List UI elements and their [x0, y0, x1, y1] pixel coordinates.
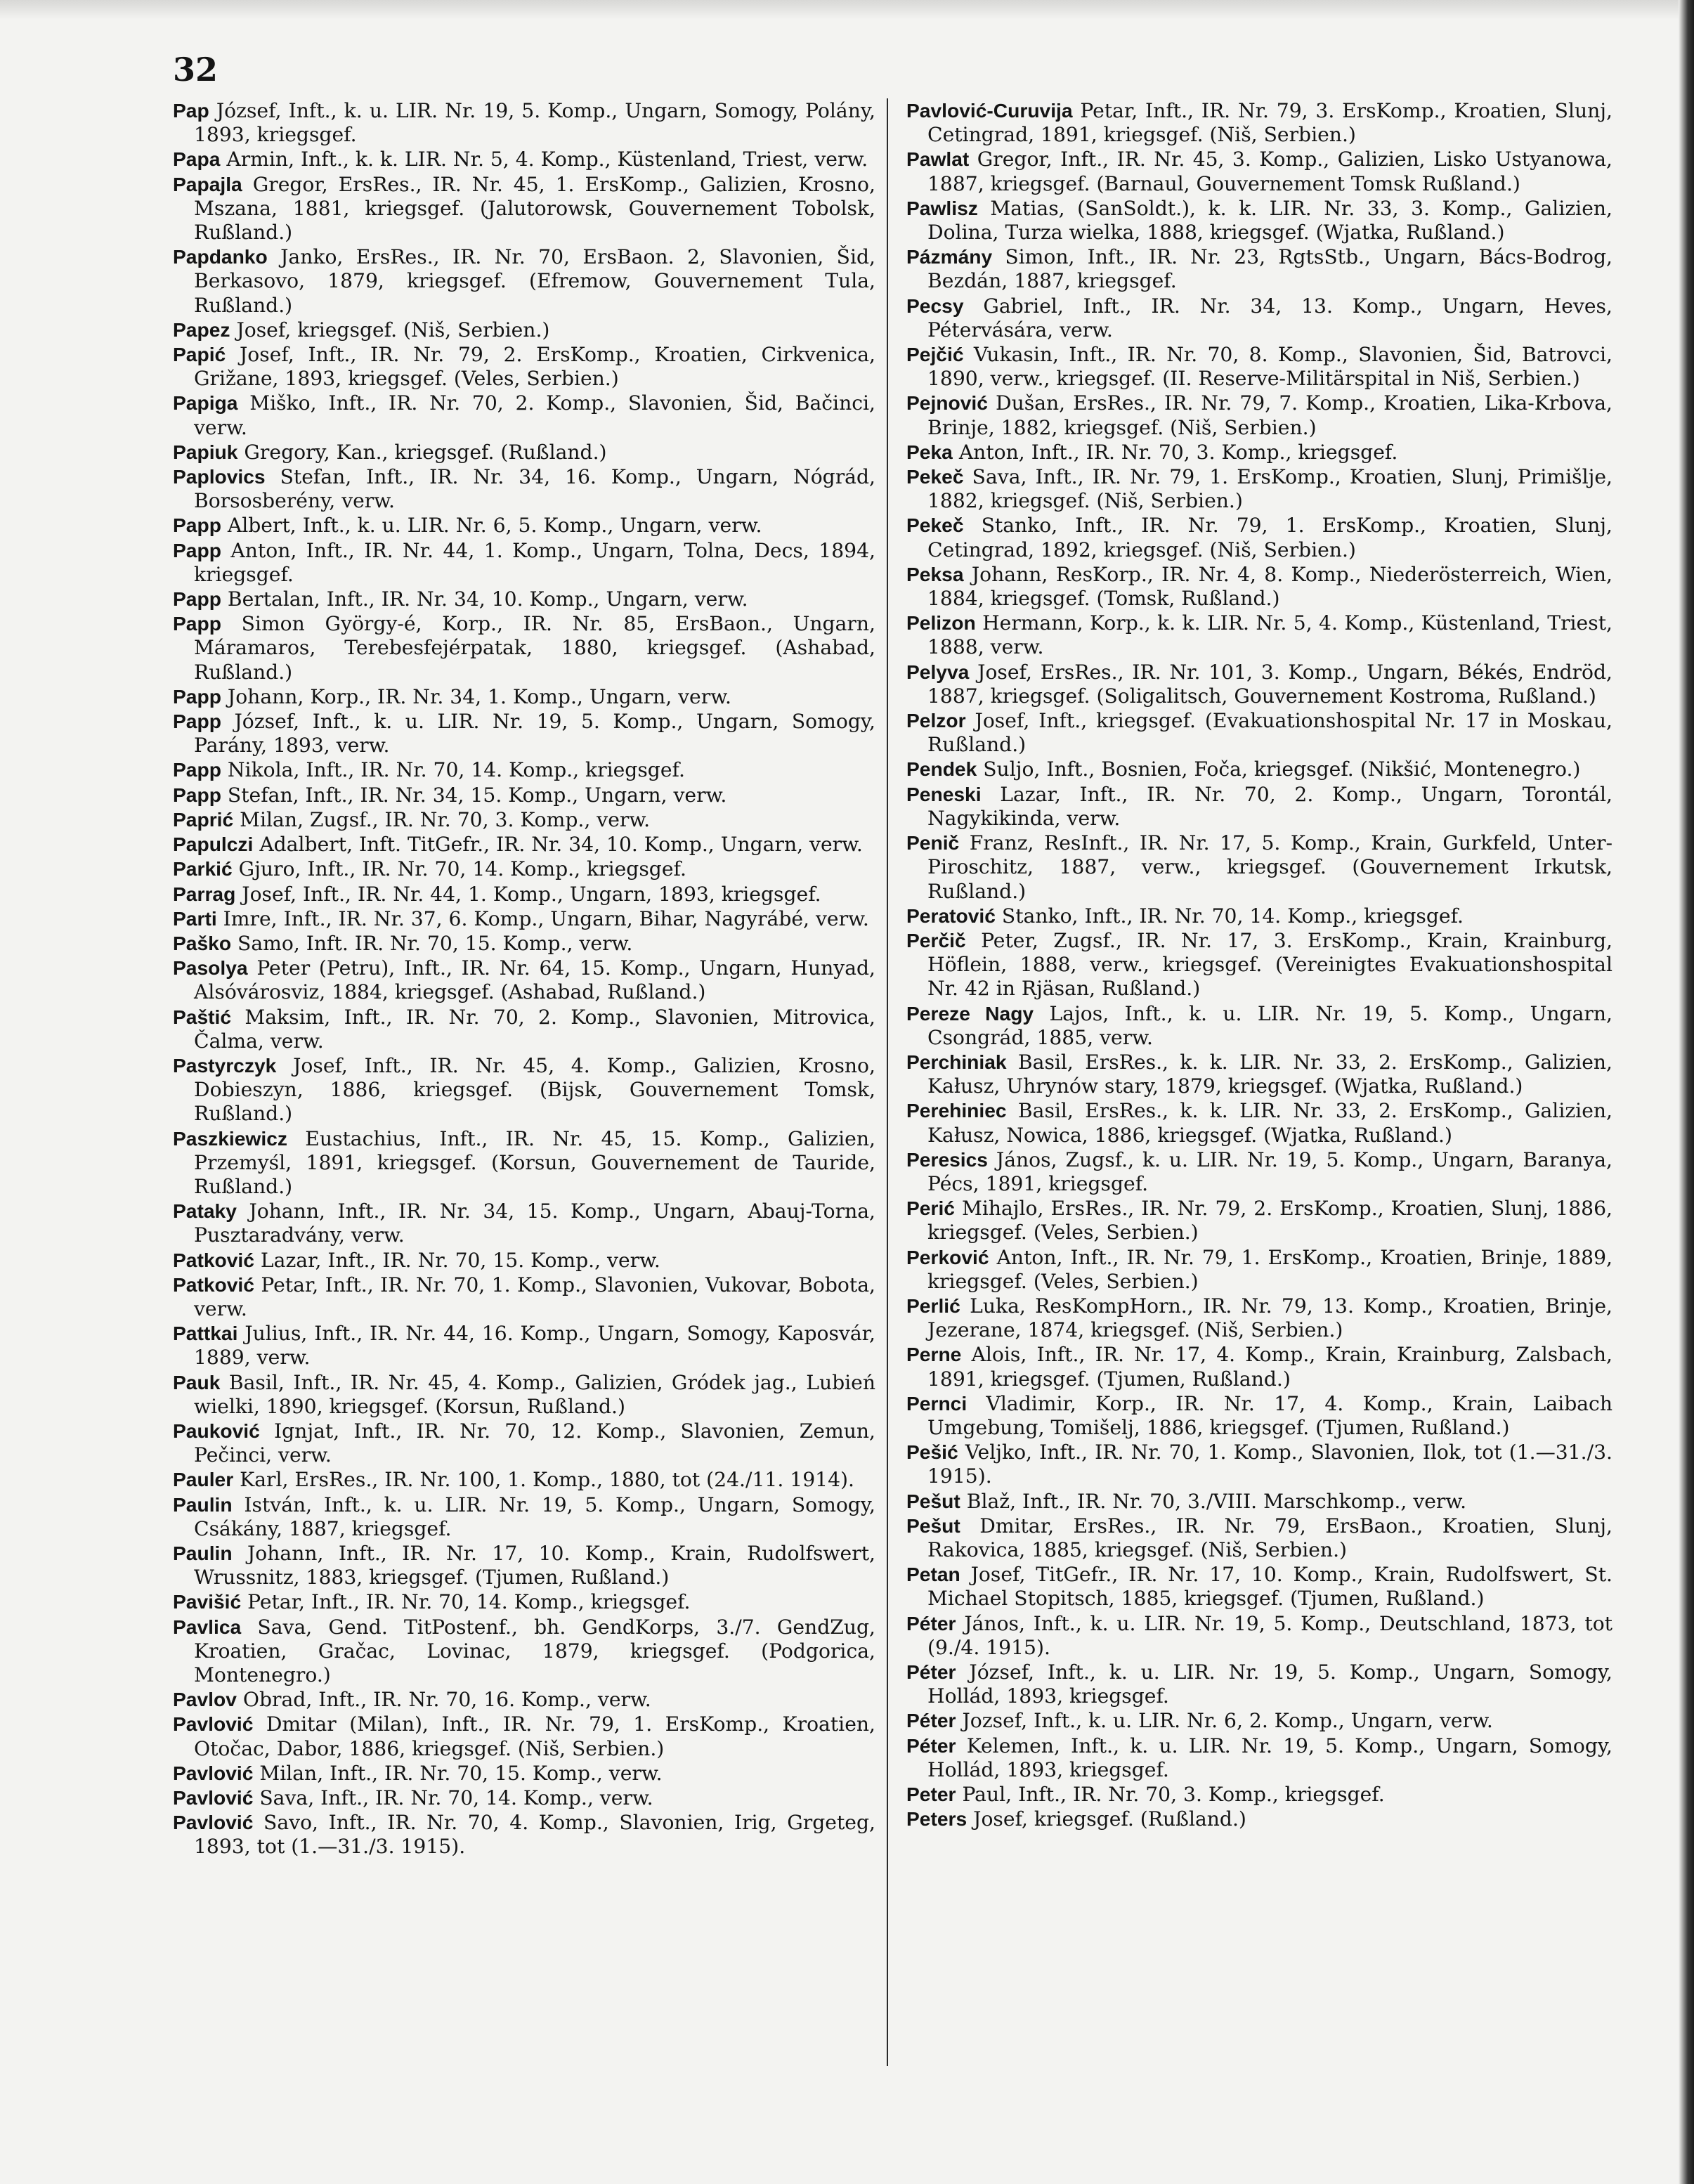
entry-details: Petar, Inft., IR. Nr. 70, 1. Komp., Slavonien, Vukovar, Bobota, verw. [194, 1273, 875, 1320]
entry-details: Petar, Inft., IR. Nr. 79, 3. ErsKomp., Kroatien, Slunj, Cetingrad, 1891, kriegsgef. (Niš, Serbien.) [927, 99, 1612, 147]
casualty-entry [173, 98, 875, 147]
casualty-entry [173, 882, 875, 906]
casualty-entry [906, 1391, 1612, 1440]
casualty-entry [173, 1370, 875, 1419]
entry-surname: Papp [173, 684, 221, 708]
casualty-entry [173, 587, 875, 611]
entry-details: Eustachius, Inft., IR. Nr. 45, 15. Komp., Galizien, Przemyśl, 1891, kriegsgef. (Korsun, Gouvernement de Tauride, Rußland.) [194, 1126, 875, 1198]
casualty-entry [906, 708, 1612, 757]
entry-surname: Péter [906, 1734, 956, 1757]
entry-details: Gregor, ErsRes., IR. Nr. 45, 1. ErsKomp., Galizien, Krosno, Mszana, 1881, kriegsgef. (Jalutorowsk, Gouvernement Tobolsk, Rußland.) [194, 172, 875, 245]
casualty-entry [906, 1611, 1612, 1660]
entry-surname: Papp [173, 514, 221, 537]
entry-details: József, Inft., k. u. LIR. Nr. 19, 5. Komp., Ungarn, Somogy, Parány, 1893, verw. [194, 710, 875, 758]
entry-surname: Pasolya [173, 956, 248, 980]
entry-details: Simon, Inft., IR. Nr. 23, RgtsStb., Ungarn, Bács-Bodrog, Bezdán, 1887, kriegsgef. [927, 245, 1612, 293]
casualty-entry [173, 684, 875, 709]
casualty-entry [906, 1440, 1612, 1488]
casualty-entry [906, 831, 1612, 904]
casualty-entry [173, 1126, 875, 1200]
entry-details: Veljko, Inft., IR. Nr. 70, 1. Komp., Slavonien, Ilok, tot (1.—31./3. 1915). [927, 1441, 1612, 1488]
casualty-entry [906, 513, 1612, 561]
entry-surname: Pekeč [906, 465, 964, 488]
casualty-entry [173, 1590, 875, 1614]
casualty-entry [906, 440, 1612, 464]
entry-details: Lazar, Inft., IR. Nr. 70, 2. Komp., Ungarn, Torontál, Nagykikinda, verw. [927, 782, 1612, 830]
entry-details: Matias, (SanSoldt.), k. k. LIR. Nr. 33, 3. Komp., Galizien, Dolina, Turza wielka, 1888, kriegsgef. (Wjatka, Rußland.) [927, 196, 1612, 245]
entry-details: Albert, Inft., k. u. LIR. Nr. 6, 5. Komp., Ungarn, verw. [227, 514, 762, 538]
casualty-entry [173, 172, 875, 245]
entry-details: Lajos, Inft., k. u. LIR. Nr. 19, 5. Komp., Ungarn, Csongrád, 1885, verw. [927, 1001, 1612, 1049]
entry-surname: Pejnović [906, 391, 988, 415]
casualty-entry [906, 1245, 1612, 1294]
entry-surname: Paulin [173, 1541, 233, 1564]
casualty-entry [906, 904, 1612, 928]
entry-surname: Pauk [173, 1370, 221, 1393]
entry-surname: Pešić [906, 1441, 958, 1464]
entry-details: Josef, Inft., kriegsgef. (Evakuationshospital Nr. 17 in Moskau, Rußland.) [927, 709, 1612, 757]
casualty-entry [906, 1342, 1612, 1391]
entry-surname: Peka [906, 440, 953, 463]
entry-details: Sava, Inft., IR. Nr. 70, 14. Komp., verw. [259, 1786, 653, 1810]
entry-surname: Patković [173, 1273, 254, 1296]
entry-surname: Péter [906, 1709, 956, 1732]
entry-surname: Pap [173, 99, 209, 122]
casualty-entry [906, 294, 1612, 342]
entry-surname: Peneski [906, 782, 982, 805]
casualty-entry [173, 807, 875, 832]
entry-surname: Pejčić [906, 343, 964, 366]
entry-details: Johann, ResKorp., IR. Nr. 4, 8. Komp., Niederösterreich, Wien, 1884, kriegsgef. (Tomsk, Rußland.) [927, 562, 1612, 611]
entry-details: Josef, ErsRes., IR. Nr. 101, 3. Komp., Ungarn, Békés, Endröd, 1887, kriegsgef. (Soligalitsch, Gouvernement Kostroma, Rußland.) [927, 660, 1612, 708]
entry-surname: Pavlović-Curuvija [906, 99, 1073, 122]
casualty-entry [906, 98, 1612, 147]
entry-details: Dmitar, ErsRes., IR. Nr. 79, ErsBaon., Kroatien, Slunj, Rakovica, 1885, kriegsgef. (Niš, Serbien.) [927, 1514, 1612, 1561]
entry-surname: Papa [173, 148, 221, 171]
entry-details: István, Inft., k. u. LIR. Nr. 19, 5. Komp., Ungarn, Somogy, Csákány, 1887, kriegsgef. [194, 1493, 875, 1540]
casualty-entry [906, 464, 1612, 513]
entry-surname: Pavlović [173, 1761, 254, 1784]
entry-surname: Papp [173, 783, 221, 806]
casualty-entry [173, 783, 875, 807]
entry-surname: Papp [173, 587, 221, 611]
casualty-entry [173, 245, 875, 318]
entry-surname: Papiga [173, 391, 238, 415]
casualty-entry [906, 1489, 1612, 1514]
casualty-entry [906, 660, 1612, 708]
entry-details: Suljo, Inft., Bosnien, Foča, kriegsgef. (Nikšić, Montenegro.) [983, 758, 1581, 781]
entry-details: Ignjat, Inft., IR. Nr. 70, 12. Komp., Slavonien, Zemun, Pečinci, verw. [194, 1419, 875, 1467]
entry-details: Anton, Inft., IR. Nr. 79, 1. ErsKomp., Kroatien, Brinje, 1889, kriegsgef. (Veles, Serbien.) [927, 1245, 1612, 1293]
casualty-entry [173, 857, 875, 881]
entry-details: Stanko, Inft., IR. Nr. 79, 1. ErsKomp., Kroatien, Slunj, Cetingrad, 1892, kriegsgef. (Niš, Serbien.) [927, 514, 1612, 561]
entry-details: Alois, Inft., IR. Nr. 17, 4. Komp., Krain, Krainburg, Zalsbach, 1891, kriegsgef. (Tjumen, Rußland.) [927, 1343, 1612, 1391]
entry-surname: Perne [906, 1343, 962, 1366]
entry-surname: Papez [173, 318, 230, 341]
entry-details: Gregory, Kan., kriegsgef. (Rußland.) [244, 440, 607, 464]
casualty-entry [173, 1615, 875, 1688]
entry-details: Johann, Korp., IR. Nr. 34, 1. Komp., Ungarn, verw. [227, 684, 731, 708]
entry-details: Peter, Zugsf., IR. Nr. 17, 3. ErsKomp., Krain, Krainburg, Höflein, 1888, verw., kriegsgef. (Vereinigtes Evakuationshospital Nr. 42 in Rjäsan, Rußland.) [927, 928, 1612, 1001]
entry-details: Gregor, Inft., IR. Nr. 45, 3. Komp., Galizien, Lisko Ustyanowa, 1887, kriegsgef. (Barnaul, Gouvernement Tomsk Rußland.) [927, 148, 1612, 195]
casualty-entry [173, 1199, 875, 1247]
entry-details: Josef, kriegsgef. (Niš, Serbien.) [236, 318, 550, 342]
entry-surname: Pelizon [906, 611, 976, 635]
entry-details: Luka, ResKompHorn., IR. Nr. 79, 13. Komp., Kroatien, Brinje, Jezerane, 1874, kriegsgef. (Niš, Serbien.) [927, 1294, 1612, 1342]
entry-surname: Paszkiewicz [173, 1126, 287, 1150]
entry-details: Gabriel, Inft., IR. Nr. 34, 13. Komp., Ungarn, Heves, Pétervására, verw. [927, 294, 1612, 342]
entry-details: Dmitar (Milan), Inft., IR. Nr. 79, 1. ErsKomp., Kroatien, Otočac, Dabor, 1886, kriegsgef. (Niš, Serbien.) [194, 1712, 875, 1760]
entry-details: Miško, Inft., IR. Nr. 70, 2. Komp., Slavonien, Šid, Bačinci, verw. [194, 391, 875, 439]
casualty-entry [906, 1050, 1612, 1098]
entry-details: Dušan, ErsRes., IR. Nr. 79, 7. Komp., Kroatien, Lika-Krbova, Brinje, 1882, kriegsgef. (Niš, Serbien.) [927, 391, 1612, 439]
entry-surname: Perčič [906, 928, 966, 951]
entry-surname: Pavlović [173, 1712, 254, 1736]
entry-details: Armin, Inft., k. k. LIR. Nr. 5, 4. Komp., Küstenland, Triest, verw. [226, 148, 868, 171]
casualty-entry [173, 1810, 875, 1859]
entry-surname: Pecsy [906, 294, 964, 317]
entry-surname: Péter [906, 1611, 956, 1634]
casualty-entry [906, 1782, 1612, 1807]
entry-surname: Papp [173, 758, 221, 781]
entry-surname: Peresics [906, 1148, 988, 1171]
entry-surname: Pawlisz [906, 196, 978, 219]
entry-details: Milan, Zugsf., IR. Nr. 70, 3. Komp., verw. [240, 807, 651, 831]
casualty-entry [906, 1734, 1612, 1782]
casualty-entry [173, 709, 875, 758]
entry-details: János, Inft., k. u. LIR. Nr. 19, 5. Komp., Deutschland, 1873, tot (9./4. 1915). [927, 1611, 1612, 1659]
entry-surname: Perchiniak [906, 1050, 1007, 1073]
casualty-entry [906, 245, 1612, 293]
entry-details: Franz, ResInft., IR. Nr. 17, 5. Komp., Krain, Gurkfeld, Unter-Piroschitz, 1887, verw., kriegsgef. (Gouvernement Irkutsk, Rußland.) [927, 831, 1612, 903]
entry-details: Mihajlo, ErsRes., IR. Nr. 79, 2. ErsKomp., Kroatien, Slunj, 1886, kriegsgef. (Veles, Serbien.) [927, 1197, 1612, 1244]
casualty-entry [906, 1196, 1612, 1244]
entry-details: Josef, Inft., IR. Nr. 45, 4. Komp., Galizien, Krosno, Dobieszyn, 1886, kriegsgef. (Bijsk, Gouvernement Tomsk, Rußland.) [194, 1053, 875, 1126]
casualty-entry [173, 342, 875, 391]
casualty-entry [173, 1053, 875, 1126]
entry-details: Lazar, Inft., IR. Nr. 70, 15. Komp., verw. [260, 1248, 660, 1272]
entry-surname: Péter [906, 1660, 956, 1683]
entry-surname: Parkić [173, 857, 233, 880]
casualty-entry [906, 1001, 1612, 1050]
entry-surname: Papulczi [173, 833, 254, 856]
entry-surname: Peters [906, 1807, 967, 1831]
entry-surname: Pauler [173, 1468, 234, 1491]
casualty-entry [906, 1807, 1612, 1831]
entry-surname: Papić [173, 343, 226, 366]
entry-surname: Pawlat [906, 148, 970, 171]
entry-details: Jozsef, Inft., k. u. LIR. Nr. 6, 2. Komp., Ungarn, verw. [962, 1709, 1493, 1733]
entry-surname: Paprić [173, 807, 234, 831]
casualty-entry [173, 832, 875, 857]
casualty-entry [173, 956, 875, 1004]
casualty-entry [173, 538, 875, 587]
entry-surname: Perlić [906, 1294, 960, 1317]
column-divider [887, 98, 888, 2066]
entry-surname: Pekeč [906, 514, 964, 537]
entry-details: Maksim, Inft., IR. Nr. 70, 2. Komp., Slavonien, Mitrovica, Čalma, verw. [194, 1005, 875, 1053]
entry-surname: Pereze Nagy [906, 1001, 1034, 1025]
entry-details: Josef, kriegsgef. (Rußland.) [973, 1807, 1246, 1831]
entry-details: Anton, Inft., IR. Nr. 70, 3. Komp., kriegsgef. [958, 440, 1398, 464]
casualty-entry [173, 1541, 875, 1590]
entry-surname: Papajla [173, 172, 242, 195]
entry-surname: Pavlović [173, 1786, 254, 1809]
entry-details: Anton, Inft., IR. Nr. 44, 1. Komp., Ungarn, Tolna, Decs, 1894, kriegsgef. [194, 538, 875, 586]
entry-surname: Papp [173, 612, 221, 635]
casualty-entry [173, 318, 875, 342]
casualty-entry [906, 1708, 1612, 1733]
casualty-entry [906, 342, 1612, 391]
entry-details: János, Zugsf., k. u. LIR. Nr. 19, 5. Komp., Ungarn, Baranya, Pécs, 1891, kriegsgef. [927, 1148, 1612, 1195]
casualty-entry [906, 1098, 1612, 1147]
entry-details: Milan, Inft., IR. Nr. 70, 15. Komp., verw. [259, 1761, 663, 1785]
scan-right-edge [1679, 0, 1694, 2184]
casualty-entry [906, 1562, 1612, 1611]
entry-details: Peter (Petru), Inft., IR. Nr. 64, 15. Komp., Ungarn, Hunyad, Alsóvárosviz, 1884, kriegsgef. (Ashabad, Rußland.) [194, 956, 875, 1004]
casualty-entry [173, 1712, 875, 1760]
entry-details: Kelemen, Inft., k. u. LIR. Nr. 19, 5. Komp., Ungarn, Somogy, Hollád, 1893, kriegsgef. [927, 1734, 1612, 1781]
entry-details: Nikola, Inft., IR. Nr. 70, 14. Komp., kriegsgef. [227, 758, 685, 782]
casualty-entry [906, 391, 1612, 439]
casualty-entry [173, 440, 875, 464]
entry-details: Adalbert, Inft. TitGefr., IR. Nr. 34, 10. Komp., Ungarn, verw. [259, 833, 863, 857]
casualty-entry [173, 1786, 875, 1810]
casualty-entry [173, 758, 875, 782]
entry-surname: Perković [906, 1245, 989, 1268]
entry-details: Samo, Inft. IR. Nr. 70, 15. Komp., verw. [237, 931, 633, 955]
entry-surname: Parti [173, 906, 217, 930]
casualty-entry [173, 1687, 875, 1712]
entry-details: Basil, ErsRes., k. k. LIR. Nr. 33, 2. ErsKomp., Galizien, Kałusz, Uhrynów stary, 1879, kriegsgef. (Wjatka, Rußland.) [927, 1050, 1612, 1098]
entry-surname: Perić [906, 1197, 955, 1220]
casualty-entry [173, 1005, 875, 1053]
entry-details: Johann, Inft., IR. Nr. 34, 15. Komp., Ungarn, Abauj-Torna, Pusztaradvány, verw. [194, 1200, 875, 1247]
entry-surname: Peksa [906, 562, 964, 585]
entry-details: Janko, ErsRes., IR. Nr. 70, ErsBaon. 2, Slavonien, Šid, Berkasovo, 1879, kriegsgef. (Efremow, Gouvernement Tula, Rußland.) [194, 245, 875, 317]
casualty-entry [906, 611, 1612, 659]
entry-surname: Paštić [173, 1005, 232, 1028]
entry-surname: Paplovics [173, 465, 266, 488]
entry-details: Sava, Gend. TitPostenf., bh. GendKorps, 3./7. GendZug, Kroatien, Gračac, Lovinac, 1879, kriegsgef. (Podgorica, Montenegro.) [194, 1615, 875, 1686]
entry-details: Basil, ErsRes., k. k. LIR. Nr. 33, 2. ErsKomp., Galizien, Kałusz, Nowica, 1886, kriegsgef. (Wjatka, Rußland.) [927, 1099, 1612, 1147]
entry-surname: Pešut [906, 1489, 960, 1512]
entry-surname: Pázmány [906, 245, 993, 268]
entry-surname: Pavlov [173, 1688, 237, 1711]
casualty-entry [906, 782, 1612, 831]
entry-details: Bertalan, Inft., IR. Nr. 34, 10. Komp., Ungarn, verw. [227, 587, 748, 611]
entry-surname: Papdanko [173, 245, 268, 268]
entry-details: Blaž, Inft., IR. Nr. 70, 3./VIII. Marschkomp., verw. [966, 1489, 1467, 1513]
casualty-entry [173, 1273, 875, 1321]
entry-surname: Pendek [906, 758, 977, 781]
entry-surname: Papp [173, 538, 221, 561]
entry-surname: Pešut [906, 1514, 960, 1537]
page-number: 32 [173, 51, 219, 89]
entry-surname: Parrag [173, 882, 236, 905]
casualty-entry [906, 928, 1612, 1001]
entry-surname: Pattkai [173, 1322, 238, 1345]
entry-surname: Paulin [173, 1493, 233, 1516]
casualty-entry [173, 1761, 875, 1786]
entry-details: Paul, Inft., IR. Nr. 70, 3. Komp., kriegsgef. [962, 1783, 1385, 1807]
entry-surname: Peratović [906, 904, 996, 927]
entry-details: József, Inft., k. u. LIR. Nr. 19, 5. Komp., Ungarn, Somogy, Polány, 1893, kriegsgef. [194, 99, 875, 147]
entry-details: Johann, Inft., IR. Nr. 17, 10. Komp., Krain, Rudolfswert, Wrussnitz, 1883, kriegsgef. (Tjumen, Rußland.) [194, 1541, 875, 1590]
casualty-entry [173, 1493, 875, 1541]
entry-details: Josef, Inft., IR. Nr. 79, 2. ErsKomp., Kroatien, Cirkvenica, Grižane, 1893, kriegsgef. (Veles, Serbien.) [194, 343, 875, 391]
casualty-entry [906, 1514, 1612, 1562]
entry-details: Imre, Inft., IR. Nr. 37, 6. Komp., Ungarn, Bihar, Nagyrábé, verw. [223, 906, 869, 930]
entry-surname: Peter [906, 1783, 956, 1806]
entry-surname: Pernci [906, 1391, 967, 1415]
entry-details: Josef, TitGefr., IR. Nr. 17, 10. Komp., Krain, Rudolfswert, St. Michael Stopitsch, 1885, kriegsgef. (Tjumen, Rußland.) [927, 1563, 1612, 1611]
entry-details: Hermann, Korp., k. k. LIR. Nr. 5, 4. Komp., Küstenland, Triest, 1888, verw. [927, 611, 1612, 659]
entry-details: Julius, Inft., IR. Nr. 44, 16. Komp., Ungarn, Somogy, Kaposvár, 1889, verw. [194, 1322, 875, 1370]
entry-surname: Perehiniec [906, 1099, 1007, 1122]
left-column [173, 98, 875, 2178]
entry-details: Vukasin, Inft., IR. Nr. 70, 8. Komp., Slavonien, Šid, Batrovci, 1890, verw., kriegsgef. (II. Reserve-Militärspital in Niš, Serbien.) [927, 343, 1612, 391]
casualty-entry [906, 562, 1612, 611]
entry-surname: Pavlović [173, 1811, 254, 1834]
entry-details: Stefan, Inft., IR. Nr. 34, 16. Komp., Ungarn, Nógrád, Borsosberény, verw. [194, 465, 875, 513]
entry-surname: Pataky [173, 1200, 237, 1223]
casualty-entry [906, 757, 1612, 781]
entry-details: József, Inft., k. u. LIR. Nr. 19, 5. Komp., Ungarn, Somogy, Hollád, 1893, kriegsgef. [927, 1660, 1612, 1708]
entry-details: Vladimir, Korp., IR. Nr. 17, 4. Komp., Krain, Laibach Umgebung, Tomišelj, 1886, kriegsgef. (Tjumen, Rußland.) [927, 1391, 1612, 1439]
casualty-entry [906, 1294, 1612, 1342]
casualty-entry [173, 906, 875, 931]
casualty-entry [173, 931, 875, 956]
entry-details: Sava, Inft., IR. Nr. 79, 1. ErsKomp., Kroatien, Slunj, Primišlje, 1882, kriegsgef. (Niš, Serbien.) [927, 465, 1612, 513]
casualty-entry [173, 1419, 875, 1467]
casualty-entry [906, 1660, 1612, 1708]
casualty-entry [173, 1248, 875, 1273]
entry-details: Petar, Inft., IR. Nr. 70, 14. Komp., kriegsgef. [247, 1590, 691, 1614]
entry-surname: Petan [906, 1563, 960, 1586]
right-column [906, 98, 1612, 2178]
entry-surname: Pavišić [173, 1590, 242, 1613]
casualty-entry [906, 147, 1612, 195]
casualty-entry [906, 196, 1612, 245]
entry-surname: Pauković [173, 1419, 260, 1442]
casualty-entry [173, 147, 875, 171]
entry-details: Savo, Inft., IR. Nr. 70, 4. Komp., Slavonien, Irig, Grgeteg, 1893, tot (1.—31./3. 1915). [194, 1811, 875, 1859]
casualty-entry [173, 1321, 875, 1370]
entry-surname: Penič [906, 831, 960, 854]
entry-details: Obrad, Inft., IR. Nr. 70, 16. Komp., verw. [242, 1688, 651, 1712]
casualty-entry [173, 513, 875, 538]
entry-surname: Pavlica [173, 1615, 242, 1638]
entry-surname: Pelyva [906, 660, 970, 683]
entry-surname: Papp [173, 710, 221, 733]
casualty-entry [173, 464, 875, 513]
entry-surname: Pelzor [906, 709, 966, 732]
casualty-entry [173, 611, 875, 684]
entry-surname: Paško [173, 931, 232, 954]
entry-details: Josef, Inft., IR. Nr. 44, 1. Komp., Ungarn, 1893, kriegsgef. [242, 882, 821, 906]
entry-details: Simon György-é, Korp., IR. Nr. 85, ErsBaon., Ungarn, Máramaros, Terebesfejérpatak, 1880, kriegsgef. (Ashabad, Rußland.) [194, 612, 875, 684]
casualty-entry [906, 1148, 1612, 1196]
entry-details: Basil, Inft., IR. Nr. 45, 4. Komp., Galizien, Gródek jag., Lubień wielki, 1890, kriegsgef. (Korsun, Rußland.) [194, 1370, 875, 1418]
entry-details: Karl, ErsRes., IR. Nr. 100, 1. Komp., 1880, tot (24./11. 1914). [240, 1468, 854, 1492]
entry-details: Gjuro, Inft., IR. Nr. 70, 14. Komp., kriegsgef. [238, 857, 686, 881]
entry-details: Stanko, Inft., IR. Nr. 70, 14. Komp., kriegsgef. [1001, 904, 1464, 928]
entry-surname: Papiuk [173, 440, 238, 463]
casualty-entry [173, 1467, 875, 1492]
casualty-entry [173, 391, 875, 439]
entry-surname: Patković [173, 1248, 254, 1271]
entry-details: Stefan, Inft., IR. Nr. 34, 15. Komp., Ungarn, verw. [227, 783, 727, 807]
entry-surname: Pastyrczyk [173, 1053, 277, 1077]
scan-top-edge [0, 0, 1694, 20]
